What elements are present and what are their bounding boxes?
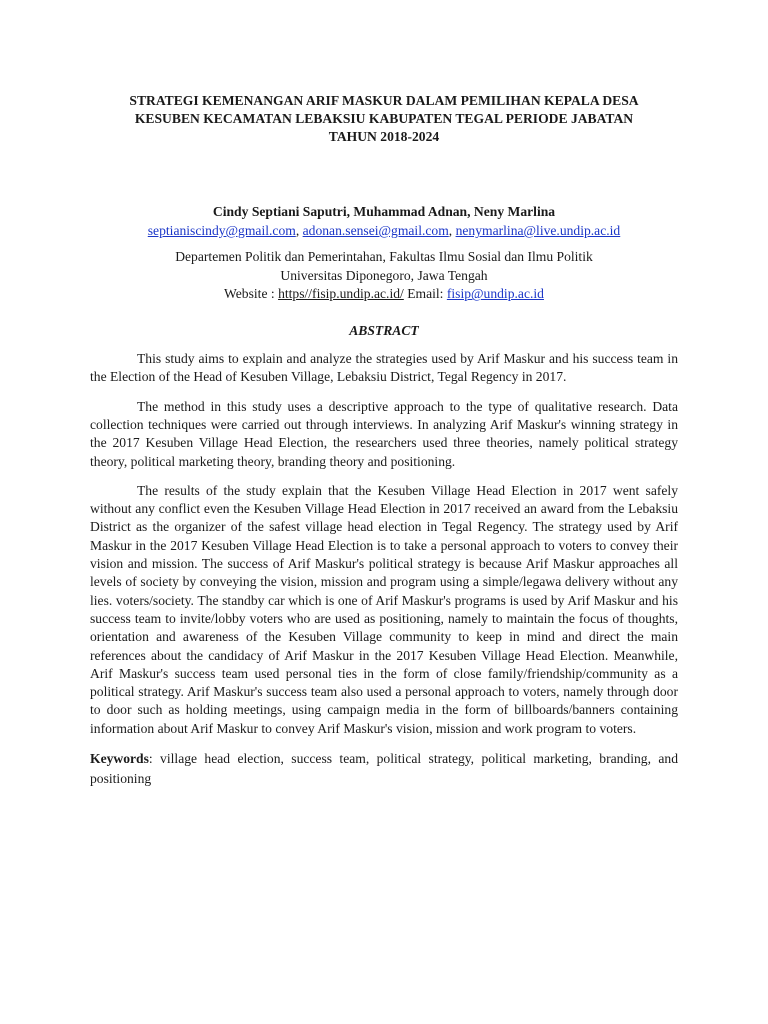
affiliation-department: Departemen Politik dan Pemerintahan, Fakultas Ilmu Sosial dan Ilmu Politik [175,249,593,264]
affiliation-contact [90,285,678,304]
keywords [90,749,678,788]
email-link[interactable]: adonan.sensei@gmail.com [302,223,449,238]
email-link[interactable]: septianiscindy@gmail.com [147,223,296,238]
email-separator: , [295,223,303,238]
abstract-paragraph: The results of the study explain that the Kesuben Village Head Election in 2017 went safely without any conflict even the Kesuben Village Head Election in 2017 received an award from the Lebaksiu District as the organizer of the safest village head election in Tegal Regency. The strategy used by Arif Maskur in the 2017 Kesuben Village Head Election is to take a personal approach to voters to convey their vision and mission. The success of Arif Maskur's political strategy is because Arif Maskur approaches all levels of society by conveying the vision, mission and program using a simple/legawa delivery without any lies. voters/society. The standby car which is one of Arif Maskur's programs is used by Arif Maskur and his success team to invite/lobby voters who are used as positioning, namely to maintain the focus of thoughts, orientation and awareness of the Kesuben Village community to keep in mind and direct the main references about the candidacy of Arif Maskur in the 2017 Kesuben Village Head Election. Meanwhile, Arif Maskur's success team used personal ties in the form of close family/friendship/community as a political strategy. Arif Maskur's success team also used a personal approach to voters, namely through door to door such as holding meetings, using campaign media in the form of billboards/banners containing information about Arif Maskur to convey Arif Maskur's vision, mission and work program to voters. [90,482,678,736]
title-line: STRATEGI KEMENANGAN ARIF MASKUR DALAM PEMILIHAN KEPALA DESA [129,93,639,108]
abstract-paragraph: This study aims to explain and analyze the strategies used by Arif Maskur and his success team in the Election of the Head of Kesuben Village, Lebaksiu District, Tegal Regency in 2017. [90,351,678,385]
paper-title [90,92,678,146]
website-label: Website : [224,286,279,302]
paper-content [90,92,678,788]
title-line: TAHUN 2018-2024 [328,129,440,144]
keywords-text: : village head election, success team, political strategy, political marketing, branding, and positioning [90,751,678,786]
title-line: KESUBEN KECAMATAN LEBAKSIU KABUPATEN TEGAL PERIODE JABATAN [134,111,634,126]
institution-email-link[interactable]: fisip@undip.ac.id [446,286,544,302]
affiliation [90,248,678,304]
author-names: Cindy Septiani Saputri, Muhammad Adnan, Neny Marlina [212,204,556,219]
email-separator: , [448,223,456,238]
website-url: https//fisip.undip.ac.id/ [278,286,404,302]
email-link[interactable]: nenymarlina@live.undip.ac.id [455,223,621,238]
abstract-paragraph: The method in this study uses a descriptive approach to the type of qualitative research. Data collection techniques were carried out through interviews. In analyzing Arif Maskur's winning strategy in the 2017 Kesuben Village Head Election, the researchers used three theories, namely political strategy theory, political marketing theory, branding theory and positioning. [90,398,678,469]
author-emails [90,221,678,240]
abstract-heading: ABSTRACT [349,323,419,339]
affiliation-university: Universitas Diponegoro, Jawa Tengah [280,267,488,283]
email-label: Email: [403,286,447,302]
keywords-label: Keywords [90,751,149,767]
